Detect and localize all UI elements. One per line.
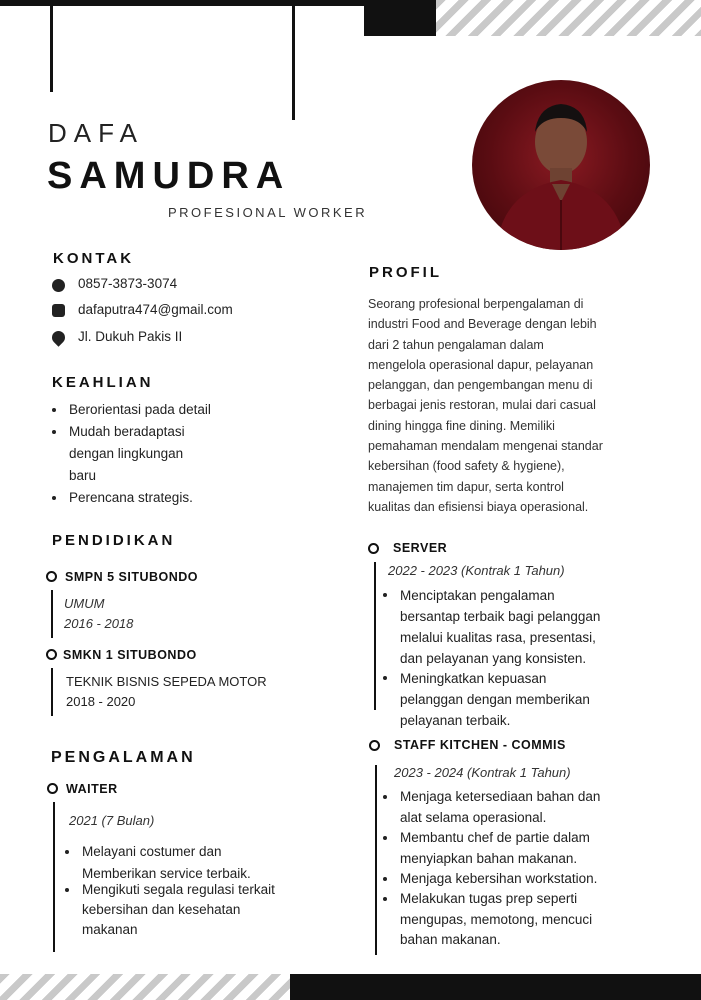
contact-email: dafaputra474@gmail.com xyxy=(78,302,233,317)
bullet-icon xyxy=(65,888,69,892)
bullet-icon xyxy=(52,408,56,412)
email-icon xyxy=(52,304,65,317)
decor-line-left xyxy=(50,0,53,92)
education-heading: PENDIDIKAN xyxy=(52,532,176,549)
experience-period: 2021 (7 Bulan) xyxy=(69,813,155,828)
education-school: SMKN 1 SITUBONDO xyxy=(63,648,197,662)
timeline-line xyxy=(51,590,53,638)
skills-heading: KEAHLIAN xyxy=(52,374,154,391)
bullet-icon xyxy=(383,676,387,680)
bullet-icon xyxy=(383,836,387,840)
timeline-line xyxy=(374,562,376,710)
contact-phone: 0857-3873-3074 xyxy=(78,276,178,291)
bullet-icon xyxy=(65,850,69,854)
experience-period: 2022 - 2023 (Kontrak 1 Tahun) xyxy=(388,563,565,578)
timeline-circle-icon xyxy=(46,571,57,582)
education-major: UMUM xyxy=(64,596,105,611)
experience-item: Melakukan tugas prep seperti mengupas, memotong, mencuci bahan makanan. xyxy=(383,889,673,951)
profile-text: Seorang profesional berpengalaman di industri Food and Beverage dengan lebih dari 2 tahun pengalaman dalam mengelola operasional dapur, pelayanan pelanggan, dan pengembangan menu di berbagai jenis restoran, mulai dari casual dining hingga fine dining. Memiliki pemahaman mendalam mengenai standar kebersihan (food safety & hygiene), manajemen tim dapur, serta kontrol kualitas dan efisiensi biaya operasional. xyxy=(368,297,603,514)
decor-stripes-top xyxy=(436,0,701,36)
experience-period: 2023 - 2024 (Kontrak 1 Tahun) xyxy=(394,765,571,780)
timeline-line xyxy=(51,668,53,716)
job-title: PROFESIONAL WORKER xyxy=(168,205,368,220)
bullet-icon xyxy=(52,430,56,434)
experience-item: Membantu chef de partie dalam menyiapkan bahan makanan. xyxy=(383,828,673,869)
profile-heading: PROFIL xyxy=(369,264,442,281)
education-years: 2016 - 2018 xyxy=(64,616,134,631)
skill-item: Mudah beradaptasi dengan lingkungan baru xyxy=(52,421,272,487)
experience-heading: PENGALAMAN xyxy=(51,749,196,766)
timeline-circle-icon xyxy=(368,543,379,554)
education-major: TEKNIK BISNIS SEPEDA MOTOR xyxy=(66,674,267,689)
timeline-circle-icon xyxy=(369,740,380,751)
decor-line-middle xyxy=(292,0,295,120)
last-name: SAMUDRA xyxy=(47,155,291,197)
experience-role: SERVER xyxy=(393,541,448,555)
skill-item: Perencana strategis. xyxy=(52,487,272,509)
first-name: DAFA xyxy=(48,118,144,148)
timeline-circle-icon xyxy=(47,783,58,794)
decor-black-block xyxy=(364,0,436,36)
experience-item: Menjaga ketersediaan bahan dan alat selama operasional. xyxy=(383,787,673,828)
experience-item: Menciptakan pengalaman bersantap terbaik bagi pelanggan melalui kualitas rasa, presentasi, dan pelayanan yang konsisten. xyxy=(383,585,673,669)
location-icon xyxy=(49,328,67,346)
education-school: SMPN 5 SITUBONDO xyxy=(65,570,199,584)
education-years: 2018 - 2020 xyxy=(66,694,136,709)
decor-black-bottom xyxy=(290,974,701,1000)
bullet-icon xyxy=(52,496,56,500)
timeline-line xyxy=(53,802,55,952)
skill-item: Berorientasi pada detail xyxy=(52,399,272,421)
experience-item: Mengikuti segala regulasi terkait kebersihan dan kesehatan makanan xyxy=(65,880,315,940)
bullet-icon xyxy=(383,877,387,881)
experience-item: Menjaga kebersihan workstation. xyxy=(383,869,673,890)
portrait-photo xyxy=(472,80,650,250)
bullet-icon xyxy=(383,593,387,597)
contact-heading: KONTAK xyxy=(53,250,135,267)
experience-item: Meningkatkan kepuasan pelanggan dengan memberikan pelayanan terbaik. xyxy=(383,668,673,731)
phone-icon xyxy=(52,279,65,292)
timeline-circle-icon xyxy=(46,649,57,660)
contact-address: Jl. Dukuh Pakis II xyxy=(78,329,183,344)
experience-item: Melayani costumer dan Memberikan service terbaik. xyxy=(65,841,305,885)
bullet-icon xyxy=(383,897,387,901)
experience-role: STAFF KITCHEN - COMMIS xyxy=(394,738,566,752)
timeline-line xyxy=(375,765,377,955)
decor-stripes-bottom xyxy=(0,974,290,1000)
portrait-silhouette-icon xyxy=(472,80,650,250)
bullet-icon xyxy=(383,795,387,799)
experience-role: WAITER xyxy=(66,782,118,796)
